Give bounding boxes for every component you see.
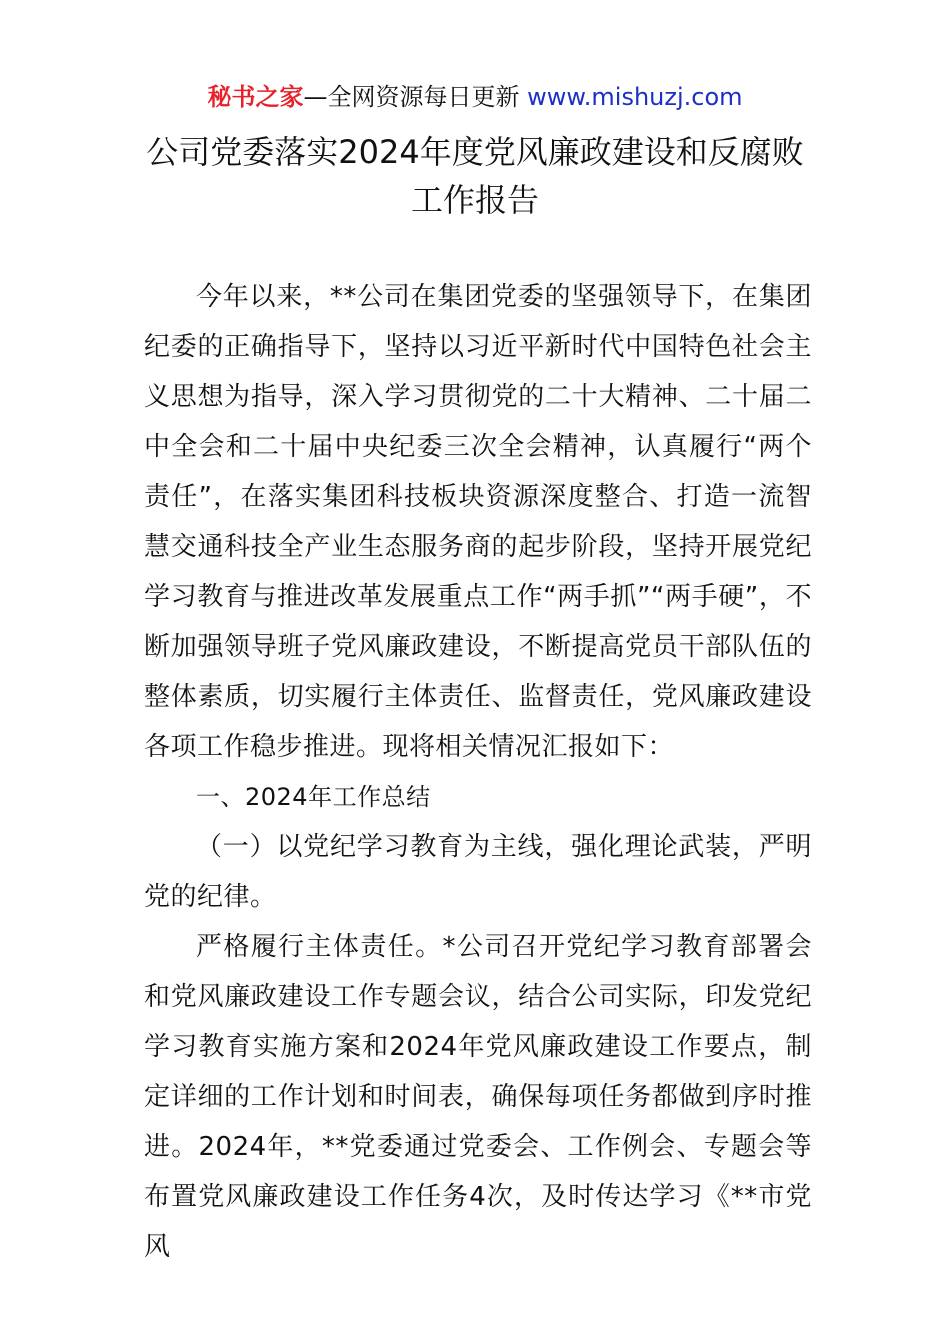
title-line-1: 公司党委落实2024年度党风廉政建设和反腐败 — [146, 133, 804, 171]
body-paragraph: 严格履行主体责任。*公司召开党纪学习教育部署会和党风廉政建设工作专题会议，结合公司实际，印发党纪学习教育实施方案和2024年党风廉政建设工作要点，制定详细的工作计划和时间表，确保每项任务都做到序时推进。2024年，**党委通过党委会、工作例会、专题会等布置党风廉政建设工作任务4次，及时传达学习《**市党风 — [144, 932, 812, 1262]
subsection-heading: （一）以党纪学习教育为主线，强化理论武装，严明党的纪律。 — [144, 832, 812, 912]
header-tagline: —全网资源每日更新 — [303, 83, 528, 111]
section-heading: 一、2024年工作总结 — [196, 783, 431, 811]
title-line-2: 工作报告 — [410, 181, 539, 219]
document-title — [95, 128, 855, 224]
site-header — [0, 80, 950, 114]
brand-name: 秘书之家 — [207, 83, 304, 111]
intro-paragraph: 今年以来，**公司在集团党委的坚强领导下，在集团纪委的正确指导下，坚持以习近平新时代中国特色社会主义思想为指导，深入学习贯彻党的二十大精神、二十届二中全会和二十届中央纪委三次全会精神，认真履行“两个责任”，在落实集团科技板块资源深度整合、打造一流智慧交通科技全产业生态服务商的起步阶段，坚持开展党纪学习教育与推进改革发展重点工作“两手抓”“两手硬”，不断加强领导班子党风廉政建设，不断提高党员干部队伍的整体素质，切实履行主体责任、监督责任，党风廉政建设各项工作稳步推进。现将相关情况汇报如下： — [144, 282, 812, 762]
document-body — [144, 272, 812, 1272]
site-url-link[interactable]: www.mishuzj.com — [527, 83, 743, 111]
